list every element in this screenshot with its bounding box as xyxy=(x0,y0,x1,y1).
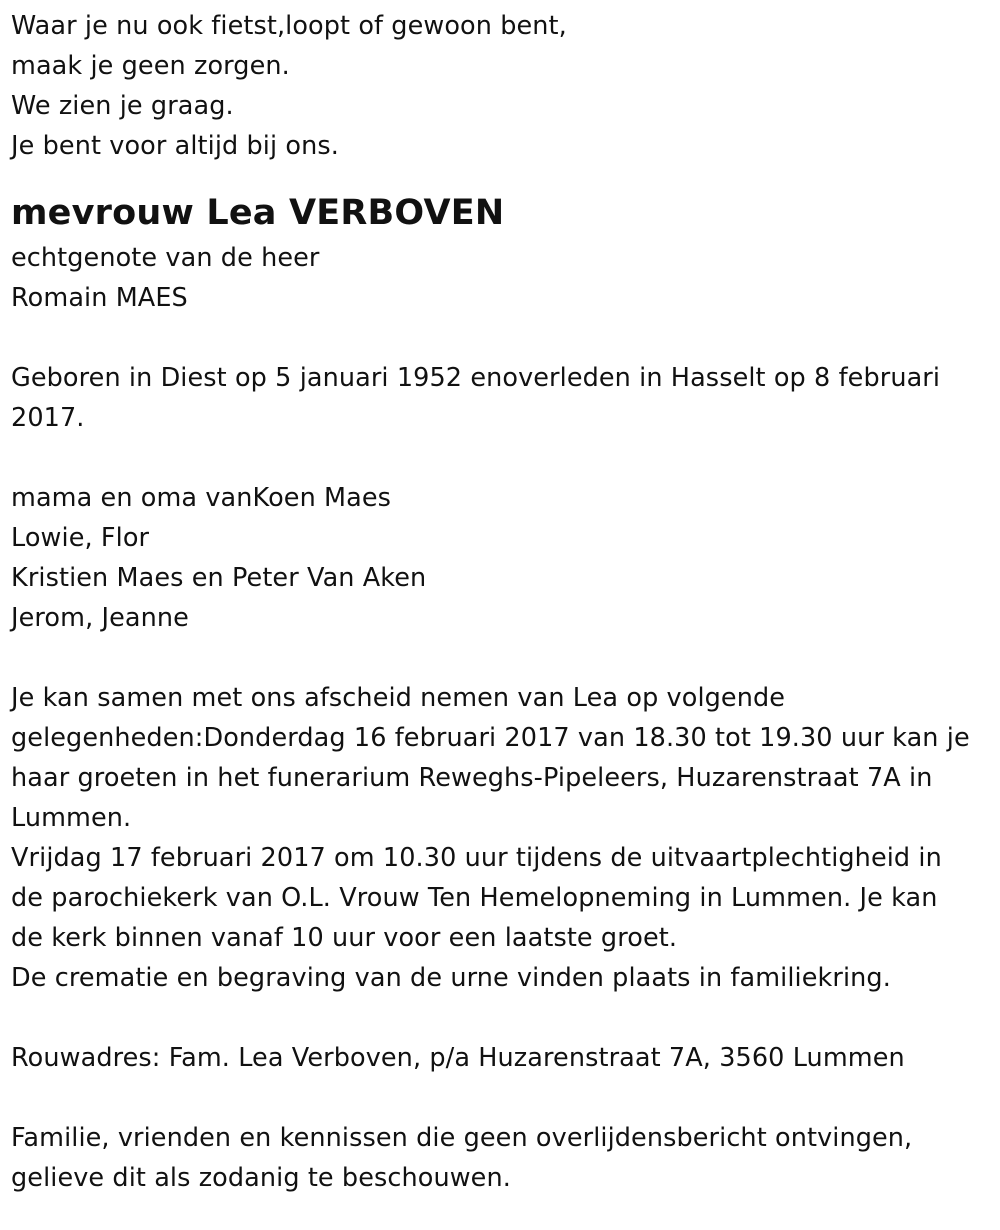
farewell-line: Vrijdag 17 februari 2017 om 10.30 uur tijdens de uitvaartplechtigheid in xyxy=(11,843,942,873)
poem-line: Je bent voor altijd bij ons. xyxy=(11,131,339,161)
spacer xyxy=(11,318,991,358)
farewell-paragraph xyxy=(11,678,991,998)
mourning-address: Rouwadres: Fam. Lea Verboven, p/a Huzarenstraat 7A, 3560 Lummen xyxy=(11,1043,905,1073)
poem-line: We zien je graag. xyxy=(11,91,234,121)
farewell-line: de parochiekerk van O.L. Vrouw Ten Hemelopneming in Lummen. Je kan xyxy=(11,883,938,913)
spacer xyxy=(11,1078,991,1118)
relation-line: Romain MAES xyxy=(11,283,188,313)
farewell-line: Lummen. xyxy=(11,803,132,833)
relation-line: echtgenote van de heer xyxy=(11,243,320,273)
obituary-document xyxy=(11,6,991,1198)
poem xyxy=(11,6,991,166)
birth-death-line: 2017. xyxy=(11,403,85,433)
farewell-line: haar groeten in het funerarium Reweghs-Pipeleers, Huzarenstraat 7A in xyxy=(11,763,933,793)
poem-line: maak je geen zorgen. xyxy=(11,51,290,81)
spacer xyxy=(11,438,991,478)
farewell-line: Je kan samen met ons afscheid nemen van Lea op volgende xyxy=(11,683,786,713)
farewell-line: de kerk binnen vanaf 10 uur voor een laatste groet. xyxy=(11,923,678,953)
relation xyxy=(11,238,991,318)
family-line: Lowie, Flor xyxy=(11,523,150,553)
family-line: Kristien Maes en Peter Van Aken xyxy=(11,563,427,593)
closing-paragraph xyxy=(11,1118,991,1198)
birth-death-line: Geboren in Diest op 5 januari 1952 enoverleden in Hasselt op 8 februari xyxy=(11,363,941,393)
spacer xyxy=(11,166,991,188)
closing-line: Familie, vrienden en kennissen die geen overlijdensbericht ontvingen, xyxy=(11,1123,913,1153)
family-list xyxy=(11,478,991,638)
farewell-line: De crematie en begraving van de urne vinden plaats in familiekring. xyxy=(11,963,891,993)
family-line: Jerom, Jeanne xyxy=(11,603,189,633)
family-line: mama en oma vanKoen Maes xyxy=(11,483,392,513)
birth-death-paragraph xyxy=(11,358,991,438)
poem-line: Waar je nu ook fietst,loopt of gewoon bent, xyxy=(11,11,567,41)
spacer xyxy=(11,638,991,678)
spacer xyxy=(11,998,991,1038)
farewell-line: gelegenheden:Donderdag 16 februari 2017 van 18.30 tot 19.30 uur kan je xyxy=(11,723,970,753)
closing-line: gelieve dit als zodanig te beschouwen. xyxy=(11,1163,511,1193)
deceased-name: mevrouw Lea VERBOVEN xyxy=(11,193,505,233)
